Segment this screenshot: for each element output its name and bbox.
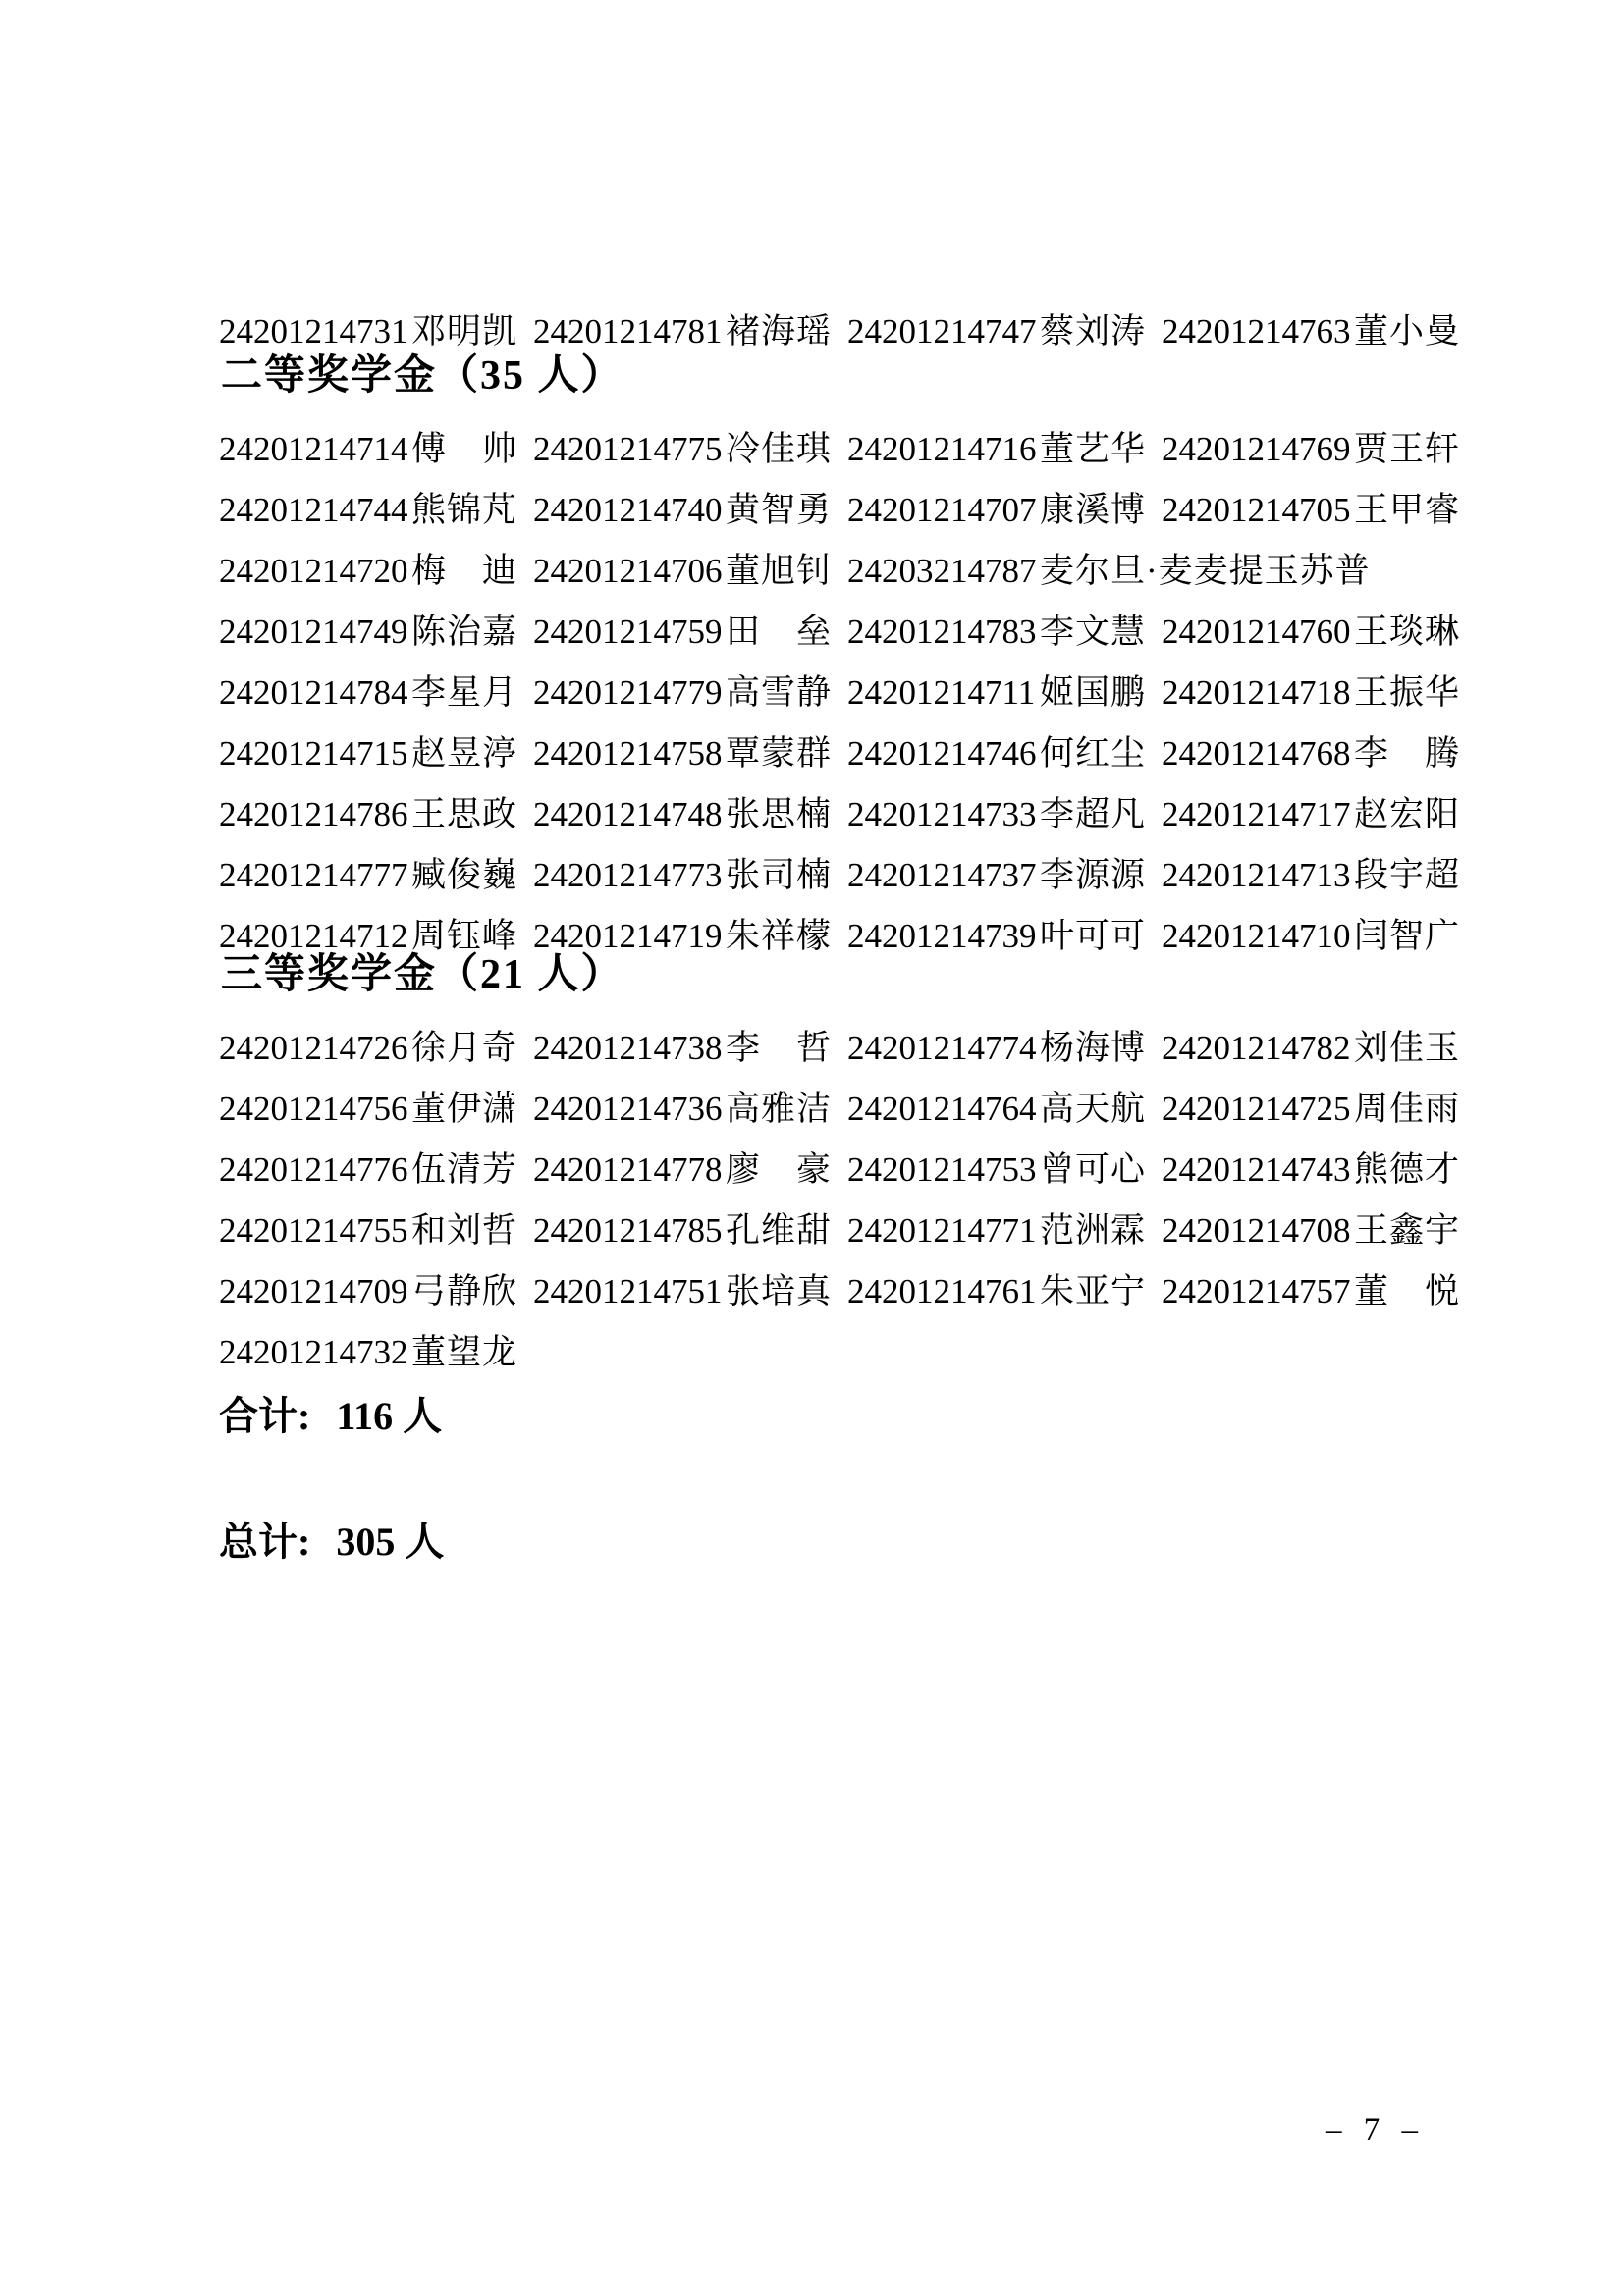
student-name: 和刘哲 <box>411 1211 518 1250</box>
student-entry <box>219 726 533 775</box>
student-entry <box>219 1203 533 1253</box>
student-name: 徐月奇 <box>411 1029 518 1067</box>
student-row <box>219 721 1476 781</box>
student-name: 李星月 <box>411 673 518 712</box>
student-entry <box>847 1021 1162 1070</box>
student-id: 24201214718 <box>1162 673 1351 712</box>
student-name: 康溪博 <box>1040 491 1147 529</box>
student-entry <box>533 1203 847 1253</box>
student-row <box>219 599 1476 660</box>
student-id: 24201214751 <box>533 1272 723 1310</box>
student-row <box>219 1258 1476 1319</box>
student-name: 赵昱渟 <box>411 734 518 773</box>
student-id: 24201214777 <box>219 856 408 894</box>
student-name: 高天航 <box>1040 1090 1147 1128</box>
student-entry <box>1162 304 1476 353</box>
student-id: 24201214784 <box>219 673 408 712</box>
student-id: 24201214715 <box>219 734 408 773</box>
student-name: 李源源 <box>1040 856 1147 894</box>
student-id: 24201214706 <box>533 552 723 590</box>
student-id: 24201214716 <box>847 430 1037 468</box>
student-name: 臧俊巍 <box>411 856 518 894</box>
student-name: 褚海瑶 <box>726 312 833 350</box>
student-id: 24201214709 <box>219 1272 408 1310</box>
student-name: 熊德才 <box>1354 1150 1461 1189</box>
student-entry <box>847 605 1162 654</box>
student-entry <box>533 1264 847 1313</box>
student-id: 24201214738 <box>533 1029 723 1067</box>
student-name: 蔡刘涛 <box>1040 312 1147 350</box>
student-name: 李 哲 <box>726 1029 833 1067</box>
student-id: 24201214725 <box>1162 1090 1351 1128</box>
student-entry <box>1162 909 1476 958</box>
student-entry <box>1162 1203 1476 1253</box>
student-name: 段宇超 <box>1354 856 1461 894</box>
student-id: 24201214733 <box>847 795 1037 833</box>
student-entry <box>533 787 847 836</box>
student-entry <box>219 1325 533 1374</box>
student-name: 董 悦 <box>1354 1272 1461 1310</box>
subtotal-line <box>219 1386 442 1447</box>
student-id: 24201214732 <box>219 1333 408 1371</box>
student-id: 24201214720 <box>219 552 408 590</box>
student-entry <box>847 787 1162 836</box>
student-name: 张思楠 <box>726 795 833 833</box>
section-title-second-class-scholarship: 二等奖学金（35 人） <box>221 353 624 399</box>
student-entry <box>847 1264 1162 1313</box>
student-name: 王思政 <box>411 795 518 833</box>
student-name: 王甲睿 <box>1354 491 1461 529</box>
student-row <box>219 1076 1476 1137</box>
student-name: 赵宏阳 <box>1354 795 1461 833</box>
student-row <box>219 1198 1476 1258</box>
student-entry <box>847 909 1162 958</box>
student-name: 周佳雨 <box>1354 1090 1461 1128</box>
student-name: 邓明凯 <box>411 312 518 350</box>
section-title-third-class-scholarship: 三等奖学金（21 人） <box>221 952 624 997</box>
student-entry <box>219 483 533 532</box>
page-number: – 7 – <box>1326 2112 1420 2148</box>
document-content <box>219 0 1476 2296</box>
student-entry <box>533 1082 847 1131</box>
student-id: 24201214760 <box>1162 613 1351 651</box>
student-row <box>219 1015 1476 1076</box>
student-entry <box>1162 483 1476 532</box>
student-row <box>219 1137 1476 1198</box>
student-id: 24201214717 <box>1162 795 1351 833</box>
student-entry <box>219 1264 533 1313</box>
student-entry <box>1162 787 1476 836</box>
student-entry <box>1162 848 1476 897</box>
student-id: 24201214740 <box>533 491 723 529</box>
student-name: 李超凡 <box>1040 795 1147 833</box>
student-name: 熊锦芃 <box>411 491 518 529</box>
grand-total-label: 总计: <box>219 1520 311 1564</box>
student-row <box>219 781 1476 842</box>
student-entry <box>847 1203 1162 1253</box>
student-entry <box>219 1143 533 1192</box>
student-name: 王振华 <box>1354 673 1461 712</box>
student-id: 24201214782 <box>1162 1029 1351 1067</box>
grand-total-value: 305 人 <box>336 1520 445 1564</box>
student-id: 24201214771 <box>847 1211 1037 1250</box>
student-name: 董艺华 <box>1040 430 1147 468</box>
student-name: 王琰琳 <box>1354 613 1461 651</box>
student-entry <box>1162 666 1476 715</box>
student-name: 弓静欣 <box>411 1272 518 1310</box>
student-id: 24201214755 <box>219 1211 408 1250</box>
student-entry <box>1162 726 1476 775</box>
student-entry <box>847 848 1162 897</box>
student-id: 24201214736 <box>533 1090 723 1128</box>
student-entry <box>1162 422 1476 471</box>
subtotal-label: 合计: <box>219 1394 311 1438</box>
student-name: 朱亚宁 <box>1040 1272 1147 1310</box>
student-entry <box>1162 1021 1476 1070</box>
student-id: 24201214749 <box>219 613 408 651</box>
student-name: 董望龙 <box>411 1333 518 1371</box>
student-id: 24201214713 <box>1162 856 1351 894</box>
student-id: 24201214768 <box>1162 734 1351 773</box>
student-entry <box>533 666 847 715</box>
student-entry <box>533 726 847 775</box>
student-name: 贾王轩 <box>1354 430 1461 468</box>
student-id: 24201214773 <box>533 856 723 894</box>
student-id: 24201214712 <box>219 917 408 955</box>
student-row <box>219 416 1476 477</box>
student-name: 董伊潇 <box>411 1090 518 1128</box>
student-id: 24201214764 <box>847 1090 1037 1128</box>
student-name: 陈治嘉 <box>411 613 518 651</box>
student-id: 24201214756 <box>219 1090 408 1128</box>
student-entry <box>847 1082 1162 1131</box>
student-id: 24201214779 <box>533 673 723 712</box>
student-entry <box>533 1143 847 1192</box>
student-name: 傅 帅 <box>411 430 518 468</box>
student-id: 24201214748 <box>533 795 723 833</box>
student-entry <box>533 605 847 654</box>
student-entry <box>1162 1143 1476 1192</box>
student-name: 覃蒙群 <box>726 734 833 773</box>
student-name: 朱祥檬 <box>726 917 833 955</box>
student-name: 李文慧 <box>1040 613 1147 651</box>
student-entry <box>219 422 533 471</box>
student-id: 24201214710 <box>1162 917 1351 955</box>
student-id: 24201214707 <box>847 491 1037 529</box>
student-id: 24201214714 <box>219 430 408 468</box>
student-name: 董旭钊 <box>726 552 833 590</box>
student-entry <box>847 1143 1162 1192</box>
student-id: 24201214737 <box>847 856 1037 894</box>
student-name: 杨海博 <box>1040 1029 1147 1067</box>
student-id: 24201214775 <box>533 430 723 468</box>
student-name: 姬国鹏 <box>1040 673 1147 712</box>
student-id: 24201214783 <box>847 613 1037 651</box>
student-entry <box>219 787 533 836</box>
student-id: 24201214739 <box>847 917 1037 955</box>
student-id: 24201214776 <box>219 1150 408 1189</box>
student-id: 24201214785 <box>533 1211 723 1250</box>
student-entry <box>533 848 847 897</box>
student-id: 24201214731 <box>219 312 408 350</box>
student-entry <box>1162 1082 1476 1131</box>
student-entry <box>847 422 1162 471</box>
student-name: 叶可可 <box>1040 917 1147 955</box>
student-id: 24201214758 <box>533 734 723 773</box>
student-id: 24201214769 <box>1162 430 1351 468</box>
student-row <box>219 660 1476 721</box>
student-name: 高雅洁 <box>726 1090 833 1128</box>
student-entry <box>219 544 533 593</box>
grand-total-line <box>219 1512 444 1573</box>
student-name: 董小曼 <box>1354 312 1461 350</box>
student-entry <box>533 1021 847 1070</box>
student-entry <box>533 483 847 532</box>
student-entry <box>219 848 533 897</box>
student-id: 24201214786 <box>219 795 408 833</box>
student-entry <box>533 422 847 471</box>
student-name: 闫智广 <box>1354 917 1461 955</box>
student-id: 24201214719 <box>533 917 723 955</box>
student-name: 王鑫宇 <box>1354 1211 1461 1250</box>
student-name: 何红尘 <box>1040 734 1147 773</box>
student-row <box>219 538 1476 599</box>
student-id: 24201214747 <box>847 312 1037 350</box>
student-id: 24201214759 <box>533 613 723 651</box>
student-entry <box>219 605 533 654</box>
student-entry <box>1162 605 1476 654</box>
student-entry <box>847 666 1162 715</box>
student-id: 24201214781 <box>533 312 723 350</box>
student-id: 24203214787 <box>847 552 1037 590</box>
student-row <box>219 1319 1476 1380</box>
student-entry <box>533 544 847 593</box>
student-id: 24201214743 <box>1162 1150 1351 1189</box>
student-entry <box>1162 1264 1476 1313</box>
student-id: 24201214763 <box>1162 312 1351 350</box>
student-name: 范洲霖 <box>1040 1211 1147 1250</box>
student-name: 周钰峰 <box>411 917 518 955</box>
student-name: 麦尔旦·麦麦提玉苏普 <box>1040 552 1371 590</box>
student-entry <box>847 726 1162 775</box>
student-name: 黄智勇 <box>726 491 833 529</box>
student-id: 24201214744 <box>219 491 408 529</box>
student-name: 曾可心 <box>1040 1150 1147 1189</box>
student-id: 24201214774 <box>847 1029 1037 1067</box>
student-id: 24201214726 <box>219 1029 408 1067</box>
student-name: 孔维甜 <box>726 1211 833 1250</box>
student-id: 24201214705 <box>1162 491 1351 529</box>
student-entry <box>847 483 1162 532</box>
subtotal-value: 116 人 <box>336 1394 443 1438</box>
student-id: 24201214757 <box>1162 1272 1351 1310</box>
student-entry <box>847 544 1476 593</box>
student-id: 24201214746 <box>847 734 1037 773</box>
student-name: 田 垒 <box>726 613 833 651</box>
student-name: 廖 豪 <box>726 1150 833 1189</box>
student-id: 24201214753 <box>847 1150 1037 1189</box>
student-name: 张培真 <box>726 1272 833 1310</box>
student-name: 李 腾 <box>1354 734 1461 773</box>
student-name: 张司楠 <box>726 856 833 894</box>
student-row <box>219 477 1476 538</box>
student-name: 高雪静 <box>726 673 833 712</box>
student-entry <box>847 304 1162 353</box>
student-name: 刘佳玉 <box>1354 1029 1461 1067</box>
student-name: 梅 迪 <box>411 552 518 590</box>
student-id: 24201214761 <box>847 1272 1037 1310</box>
student-id: 24201214708 <box>1162 1211 1351 1250</box>
student-id: 24201214778 <box>533 1150 723 1189</box>
student-entry <box>219 1021 533 1070</box>
student-entry <box>219 1082 533 1131</box>
student-name: 伍清芳 <box>411 1150 518 1189</box>
student-entry <box>219 666 533 715</box>
student-id: 24201214711 <box>847 673 1036 712</box>
student-row <box>219 842 1476 903</box>
student-name: 冷佳琪 <box>726 430 833 468</box>
